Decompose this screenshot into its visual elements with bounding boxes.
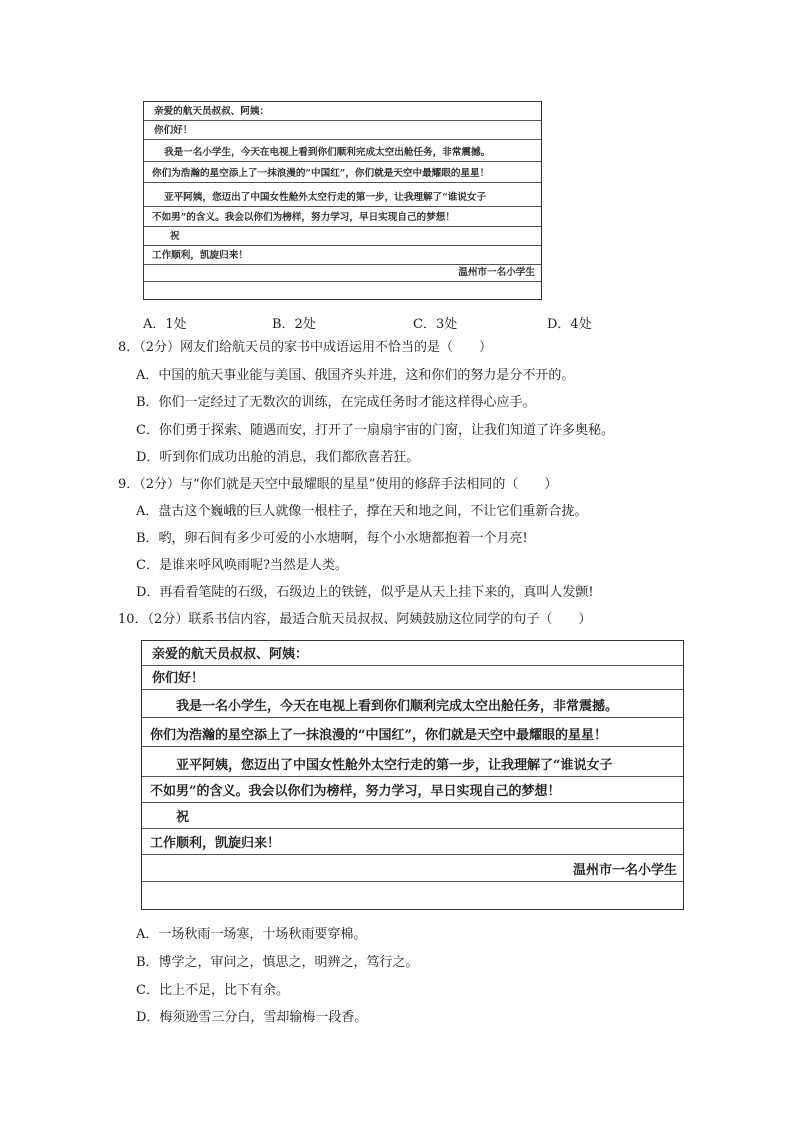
q9-option-a: A．盘古这个巍峨的巨人就像一根柱子，撑在天和地之间，不让它们重新合拢。 <box>136 504 588 519</box>
q8-stem: 8．（2分）网友们给航天员的家书中成语运用不恰当的是（ ） <box>118 340 493 355</box>
letter-paragraph-2: 你们为浩瀚的星空添上了一抹浪漫的“中国红”，你们就是天空中最耀眼的星星！ <box>150 728 607 743</box>
q10-stem: 10．（2分）联系书信内容，最适合航天员叔叔、阿姨鼓励这位同学的句子（ ） <box>118 612 592 627</box>
letter-wish: 祝 <box>170 231 180 242</box>
letter-wish: 祝 <box>176 810 190 825</box>
letter-image-small <box>143 101 542 300</box>
letter-paragraph-1: 我是一名小学生，今天在电视上看到你们顺利完成太空出舱任务，非常震撼。 <box>176 699 619 714</box>
q10-option-d: D．梅须逊雪三分白，雪却输梅一段香。 <box>136 1010 368 1025</box>
q7-option-d: D．4处 <box>547 317 592 332</box>
letter-row <box>144 227 541 246</box>
letter-row <box>144 282 541 299</box>
letter-row <box>144 121 541 140</box>
letter-row <box>142 718 683 747</box>
letter-row <box>144 246 541 265</box>
letter-row <box>144 102 541 121</box>
letter-greeting: 你们好！ <box>152 671 205 686</box>
letter-salutation: 亲爱的航天员叔叔、阿姨： <box>152 647 309 662</box>
q7-option-a: A．1处 <box>143 317 187 332</box>
letter-row <box>142 777 683 803</box>
letter-paragraph-2: 你们为浩瀚的星空添上了一抹浪漫的“中国红”，你们就是天空中最耀眼的星星！ <box>152 168 490 179</box>
letter-row <box>142 641 683 666</box>
letter-blessing: 工作顺利，凯旋归来！ <box>152 250 248 261</box>
letter-greeting: 你们好！ <box>154 125 193 136</box>
letter-row <box>144 265 541 282</box>
letter-row <box>142 747 683 777</box>
q10-option-b: B．博学之，审问之，慎思之，明辨之，笃行之。 <box>136 955 419 970</box>
q8-option-b: B．你们一定经过了无数次的训练，在完成任务时才能这样得心应手。 <box>136 395 536 410</box>
letter-signature: 温州市一名小学生 <box>458 267 535 278</box>
letter-row <box>144 207 541 227</box>
q9-stem: 9．（2分）与“你们就是天空中最耀眼的星星”使用的修辞手法相同的（ ） <box>118 477 558 492</box>
letter-blessing: 工作顺利，凯旋归来！ <box>150 836 281 851</box>
q9-option-b: B．哟，卵石间有多少可爱的小水塘啊，每个小水塘都抱着一个月亮! <box>136 531 528 546</box>
letter-image-large <box>141 640 684 910</box>
q10-option-a: A．一场秋雨一场寒，十场秋雨要穿棉。 <box>136 927 367 942</box>
letter-row <box>142 882 683 909</box>
letter-paragraph-3b: 不如男”的含义。我会以你们为榜样，努力学习，早日实现自己的梦想！ <box>152 212 455 223</box>
letter-row <box>142 690 683 718</box>
letter-paragraph-3a: 亚平阿姨，您迈出了中国女性舱外太空行走的第一步，让我理解了“谁说女子 <box>176 758 613 773</box>
q7-option-c: C．3处 <box>413 317 458 332</box>
q8-option-a: A．中国的航天事业能与美国、俄国齐头并进，这和你们的努力是分不开的。 <box>136 368 575 383</box>
letter-row <box>142 666 683 690</box>
letter-paragraph-3a: 亚平阿姨，您迈出了中国女性舱外太空行走的第一步，让我理解了“谁说女子 <box>164 192 487 203</box>
letter-row <box>142 829 683 855</box>
letter-paragraph-3b: 不如男”的含义。我会以你们为榜样，努力学习，早日实现自己的梦想！ <box>150 784 561 799</box>
q7-option-b: B．2处 <box>272 317 316 332</box>
q10-option-c: C．比上不足，比下有余。 <box>136 983 289 998</box>
letter-row <box>144 140 541 162</box>
letter-row <box>142 855 683 882</box>
letter-paragraph-1: 我是一名小学生，今天在电视上看到你们顺利完成太空出舱任务，非常震撼。 <box>164 147 491 158</box>
letter-salutation: 亲爱的航天员叔叔、阿姨： <box>154 106 270 117</box>
letter-row <box>142 803 683 829</box>
q8-option-c: C．你们勇于探索、随遇而安，打开了一扇扇宇宙的门窗，让我们知道了许多奥秘。 <box>136 423 614 438</box>
letter-row <box>144 183 541 207</box>
q9-option-c: C．是谁来呼风唤雨呢?当然是人类。 <box>136 558 348 573</box>
letter-signature: 温州市一名小学生 <box>572 863 677 878</box>
letter-row <box>144 162 541 183</box>
q9-option-d: D．再看看笔陡的石级，石级边上的铁链，似乎是从天上挂下来的，真叫人发颤! <box>136 585 594 600</box>
q8-option-d: D．听到你们成功出舱的消息，我们都欣喜若狂。 <box>136 450 420 465</box>
